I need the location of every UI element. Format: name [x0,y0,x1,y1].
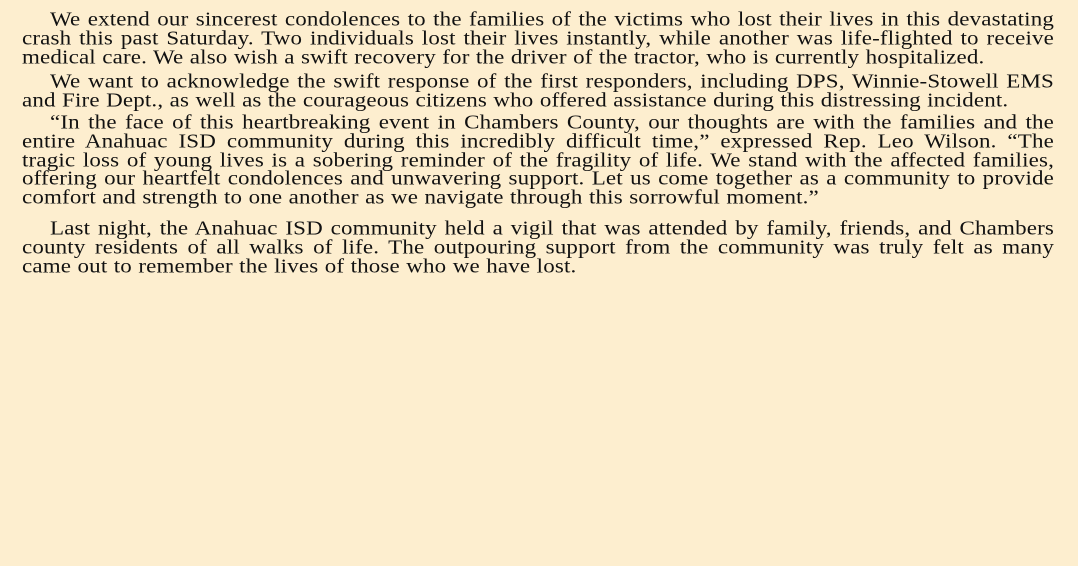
paragraph-vigil: Last night, the Anahuac ISD community held a vigil that was attended by family, friends, and Chambers county residents of all walks of life. The outpouring support from the community was truly felt as many came out to remember the lives of those who we have lost. [22,217,1054,277]
paragraph-rep-wilson-quote: “In the face of this heartbreaking event in Chambers County, our thoughts are with the families and the entire Anahuac ISD community during this incredibly difficult time,” expressed Rep. Leo Wilson. “The tragic loss of young lives is a sobering reminder of the fragility of life. We stand with the affected families, offering our heartfelt condolences and unwavering support. Let us come together as a community to provide comfort and strength to one another as we navigate through this sorrowful moment.” [22,111,1054,208]
paragraph-first-responders: We want to acknowledge the swift response of the first responders, including DPS, Winnie-Stowell EMS and Fire Dept., as well as the courageous citizens who offered assistance during this distressing incident. [22,70,1054,111]
article-body [22,10,1054,284]
paragraph-condolences: We extend our sincerest condolences to the families of the victims who lost their lives in this devastating crash this past Saturday. Two individuals lost their lives instantly, while another was life-flighted to receive medical care. We also wish a swift recovery for the driver of the tractor, who is currently hospitalized. [22,8,1054,68]
